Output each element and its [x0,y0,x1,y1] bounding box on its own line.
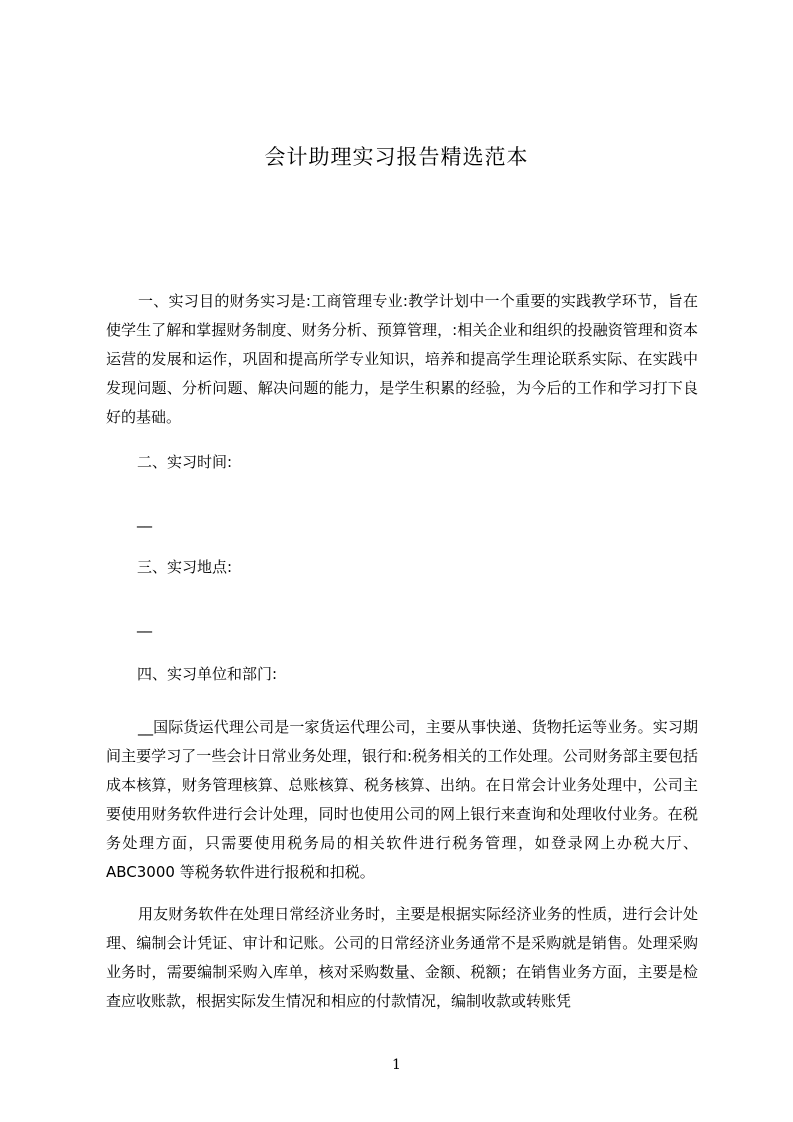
section-time-heading: 二、实习时间: [137,453,233,471]
section-purpose-paragraph: 一、实习目的财务实习是:工商管理专业:教学计划中一个重要的实践教学环节，旨在使学生了解和掌握财务制度、财务分析、预算管理，:相关企业和组织的投融资管理和资本运营的发展和运作，巩固和提高所学专业知识，培养和提高学生理论联系实际、在实践中发现问题、分析问题、解决问题的能力，是学生积累的经验，为今后的工作和学习打下良好的基础。 [106,292,698,426]
section-place-value: __ [137,615,152,633]
section-unit-paragraph: __国际货运代理公司是一家货运代理公司，主要从事快递、货物托运等业务。实习期间主要学习了一些会计日常业务处理，银行和:税务相关的工作处理。公司财务部主要包括成本核算，财务管理核算、总账核算、税务核算、出纳。在日常会计业务处理中，公司主要使用财务软件进行会计处理，同时也使用公司的网上银行来查询和处理收付业务。在税务处理方面，只需要使用税务局的相关软件进行税务管理，如登录网上办税大厅、ABC3000 等税务软件进行报税和扣税。 [106,718,698,881]
section-place-heading: 三、实习地点: [137,558,233,576]
document-title: 会计助理实习报告精选范本 [264,145,529,169]
page-number: 1 [392,1057,401,1073]
section-unit-heading: 四、实习单位和部门: [137,665,278,683]
section-software-paragraph: 用友财务软件在处理日常经济业务时，主要是根据实际经济业务的性质，进行会计处理、编制会计凭证、审计和记账。公司的日常经济业务通常不是采购就是销售。处理采购业务时，需要编制采购入库单，核对采购数量、金额、税额；在销售业务方面，主要是检查应收账款，根据实际发生情况和相应的付款情况，编制收款或转账凭 [106,905,698,1010]
section-time-value: __ [137,510,152,528]
